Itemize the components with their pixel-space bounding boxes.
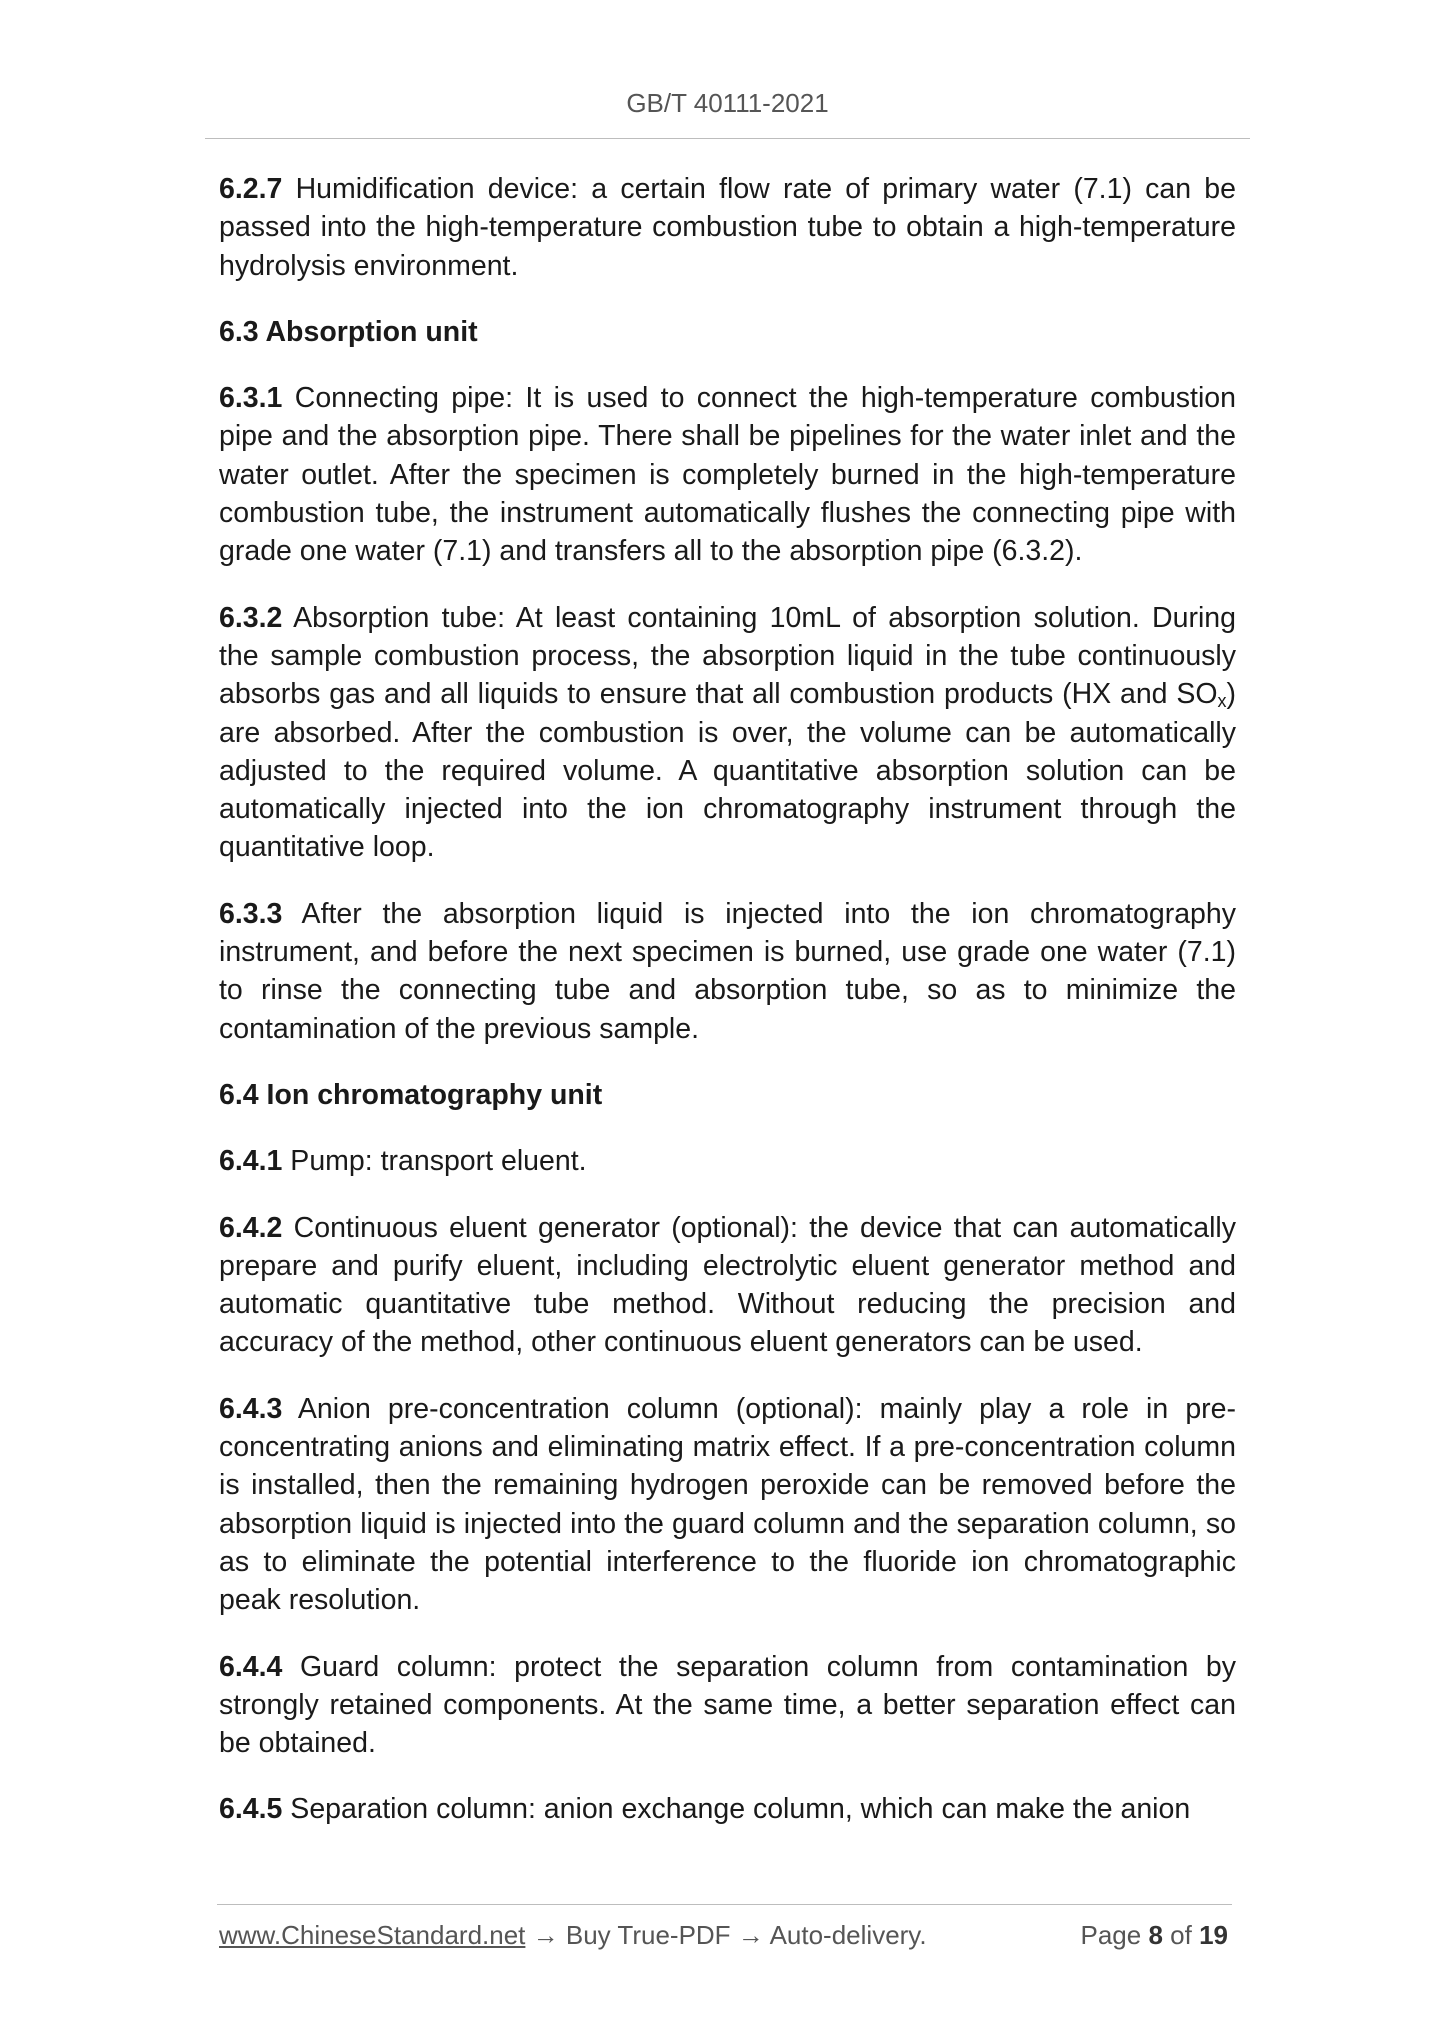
clause-text: Absorption tube: At least containing 10mL of absorption solution. During the sample combustion process, the absorption liquid in the tube continuously absorbs gas and all liquids to ensure that all combustion products (HX and SO <box>219 601 1236 711</box>
clause-text: Connecting pipe: It is used to connect the high-temperature combustion pipe and the absorption pipe. There shall be pipelines for the water inlet and the water outlet. After the specimen is completely burned in the high-temperature combustion tube, the instrument automatically flushes the connecting pipe with grade one water (7.1) and transfers all to the absorption pipe (6.3.2). <box>219 382 1236 568</box>
clause-number: 6.3.3 <box>219 897 283 930</box>
document-body <box>219 170 1236 1857</box>
page-of-label: of <box>1170 1920 1192 1950</box>
clause-number: 6.2.7 <box>219 173 283 205</box>
page-current: 8 <box>1148 1920 1163 1950</box>
clause-text: After the absorption liquid is injected into the ion chromatography instrument, and before the next specimen is burned, use grade one water (7.1) to rinse the connecting tube and absorption tube, so as to minimize the contamination of the previous sample. <box>219 897 1236 1045</box>
clause-number: 6.3.2 <box>219 601 283 634</box>
clause-6-4-1 <box>219 1142 1236 1180</box>
clause-6-4-2 <box>219 1209 1236 1362</box>
clause-6-4-3 <box>219 1390 1236 1620</box>
clause-text: Pump: transport eluent. <box>282 1145 587 1178</box>
clause-number: 6.4.3 <box>219 1392 283 1425</box>
page-label: Page <box>1080 1920 1142 1950</box>
clause-6-3-2 <box>219 599 1236 867</box>
clause-6-2-7 <box>219 170 1236 285</box>
clause-number: 6.4.1 <box>219 1145 283 1178</box>
clause-6-4-5 <box>219 1790 1236 1828</box>
document-id: GB/T 40111-2021 <box>626 88 829 118</box>
footer-divider <box>217 1904 1232 1905</box>
footer-tagline: → Buy True-PDF → Auto-delivery. <box>525 1920 927 1950</box>
clause-number: 6.4.4 <box>219 1650 283 1683</box>
clause-6-3-1 <box>219 379 1236 570</box>
section-heading-6-3: 6.3 Absorption unit <box>219 315 478 348</box>
clause-number: 6.3.1 <box>219 382 283 415</box>
clause-text-continued: ) are absorbed. After the combustion is over, the volume can be automatically adjusted to the required volume. A quantitative absorption solution can be automatically injected into the ion chromatography instrument through the quantitative loop. <box>219 678 1236 864</box>
clause-6-3-3 <box>219 895 1236 1048</box>
clause-6-4-4 <box>219 1648 1236 1763</box>
website-link[interactable]: www.ChineseStandard.net <box>219 1920 526 1950</box>
page-header <box>205 88 1250 119</box>
page-number <box>1080 1920 1228 1951</box>
clause-text: Humidification device: a certain flow rate of primary water (7.1) can be passed into the high-temperature combustion tube to obtain a high-temperature hydrolysis environment. <box>219 173 1236 282</box>
section-heading-6-4: 6.4 Ion chromatography unit <box>219 1078 603 1111</box>
page-footer <box>219 1920 1232 1951</box>
clause-text: Anion pre-concentration column (optional): mainly play a role in pre-concentrating anions and eliminating matrix effect. If a pre-concentration column is installed, then the remaining hydrogen peroxide can be removed before the absorption liquid is injected into the guard column and the separation column, so as to eliminate the potential interference to the fluoride ion chromatographic peak resolution. <box>219 1392 1236 1617</box>
page-total: 19 <box>1199 1920 1228 1950</box>
clause-text: Guard column: protect the separation column from contamination by strongly retained components. At the same time, a better separation effect can be obtained. <box>219 1650 1236 1760</box>
header-divider <box>205 138 1250 139</box>
subscript-x: x <box>1217 691 1227 712</box>
clause-text: Separation column: anion exchange column, which can make the anion <box>282 1793 1191 1826</box>
clause-number: 6.4.5 <box>219 1793 283 1826</box>
clause-text: Continuous eluent generator (optional): the device that can automatically prepare and purify eluent, including electrolytic eluent generator method and automatic quantitative tube method. Without reducing the precision and accuracy of the method, other continuous eluent generators can be used. <box>219 1211 1236 1359</box>
clause-number: 6.4.2 <box>219 1211 283 1244</box>
